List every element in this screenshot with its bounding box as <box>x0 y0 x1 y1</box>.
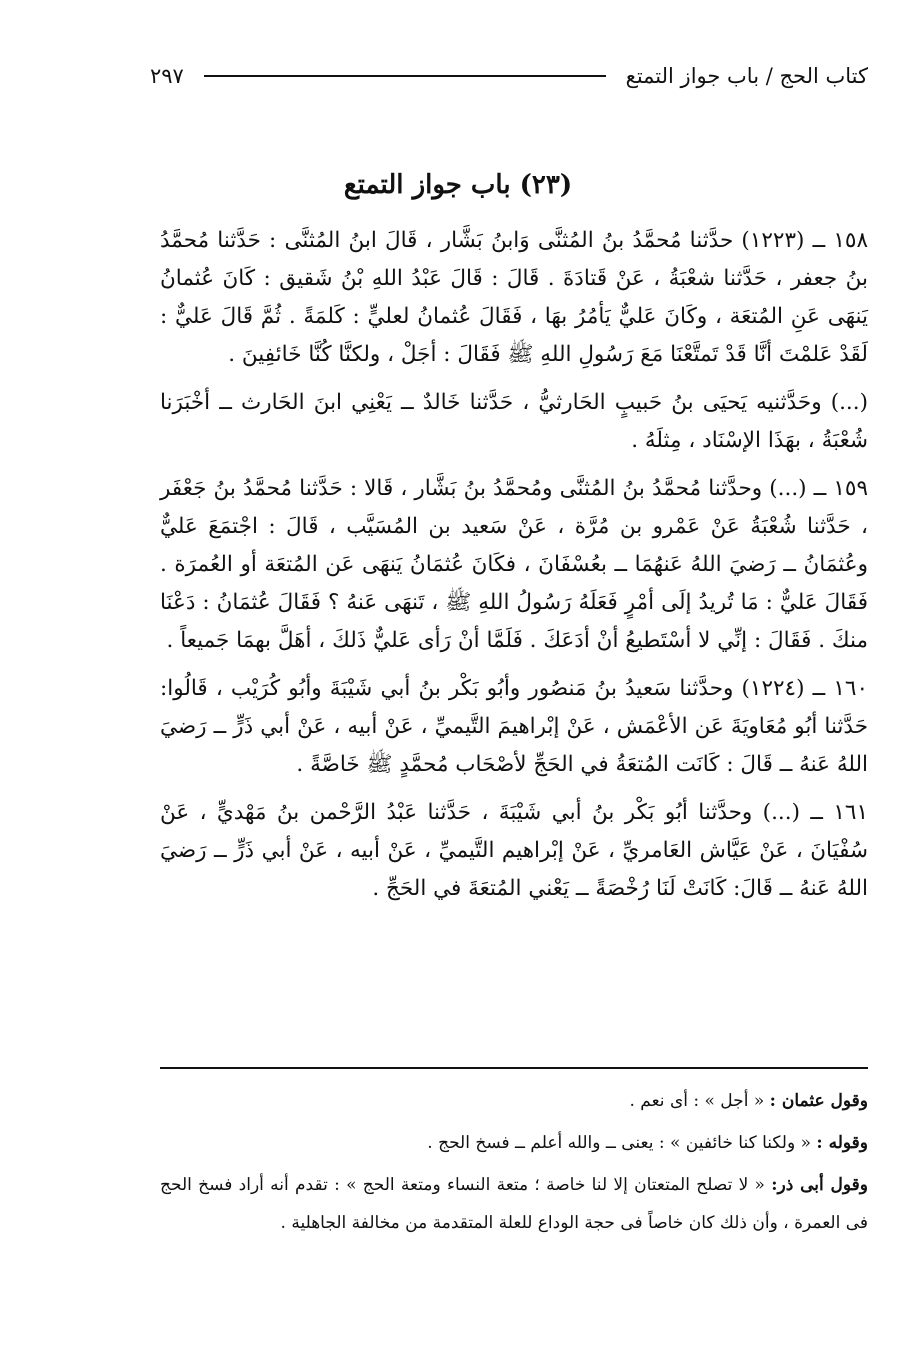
footnote <box>160 1124 868 1162</box>
main-text <box>160 222 868 918</box>
footnote-lead: وقوله : <box>816 1133 868 1153</box>
hadith-161: ١٦١ ــ (...) وحدَّثنا أبُو بَكْر بنُ أبي شَيْبَةَ ، حَدَّثنا عَبْدُ الرَّحْمن بنُ مَهْديٍّ ، عَنْ سُفْيَانَ ، عَنْ عَيَّاش العَامريِّ ، عَنْ إبْراهيم التَّيميِّ ، عَنْ أبيه ، عَنْ أبي ذَرٍّ ــ رَضيَ اللهُ عَنهُ ــ قَالَ: كَانَتْ لَنَا رُخْصَةً ــ يَعْني المُتعَةَ في الحَجِّ . <box>160 800 868 901</box>
running-head-rule <box>204 75 606 77</box>
footnote <box>160 1166 868 1242</box>
hadith-158: ١٥٨ ــ (١٢٢٣) حدَّثنا مُحمَّدُ بنُ المُثنَّى وَابنُ بَشَّار ، قَالَ ابنُ المُثنَّى : حَدَّثنا مُحمَّدُ بنُ جعفر ، حَدَّثنا شعْبَةُ ، عَنْ قَتادَةَ . قَالَ : قَالَ عَبْدُ اللهِ بْنُ شَقيق : كَانَ عُثمانُ يَنهَى عَنِ المُتعَة ، وكَانَ عَليٌّ يَأمُرُ بهَا ، فَقَالَ عُثمانُ لعليٍّ : كَلمَةً . ثُمَّ قَالَ عَليٌّ : لَقَدْ عَلمْتَ أنَّا قَدْ تَمتَّعْنَا مَعَ رَسُولِ اللهِ ﷺ فَقَالَ : أجَلْ ، ولكنَّا كُنَّا خَائفِينَ . <box>160 228 868 367</box>
footnote-lead: وقول عثمان : <box>769 1091 868 1111</box>
hadith-160: ١٦٠ ــ (١٢٢٤) وحدَّثنا سَعيدُ بنُ مَنصُور وأبُو بَكْر بنُ أبي شَيْبَةَ وأبُو كُرَيْب ، قَالُوا: حَدَّثنا أبُو مُعَاويَةَ عَن الأعْمَش ، عَنْ إبْراهيمَ التَّيميِّ ، عَنْ أبيه ، عَنْ أبي ذَرٍّ ــ رَضيَ اللهُ عَنهُ ــ قَالَ : كَانَت المُتعَةُ في الحَجِّ لأصْحَاب مُحمَّدٍ ﷺ خَاصَّةً . <box>160 676 868 777</box>
page-number: ٢٩٧ <box>150 64 184 88</box>
running-head <box>150 58 868 94</box>
footnote-divider <box>160 1067 868 1069</box>
chapter-title: (٢٣) باب جواز التمتع <box>343 170 573 200</box>
footnote-lead: وقول أبى ذر: <box>771 1175 868 1195</box>
hadith-158-variant: (...) وحَدَّثنيه يَحيَى بنُ حَبيبٍ الحَارثيُّ ، حَدَّثنا خَالدٌ ــ يَعْنِي ابنَ الحَارث ــ أخْبَرَنا شُعْبَةُ ، بهَذَا الإسْنَاد ، مِثلَهُ . <box>160 390 868 453</box>
footnote-text: « لا تصلح المتعتان إلا لنا خاصة ؛ متعة النساء ومتعة الحج » : تقدم أنه أراد فسخ الحج فى العمرة ، وأن ذلك كان خاصاً فى حجة الوداع للعلة المتقدمة من مخالفة الجاهلية . <box>160 1175 868 1233</box>
footnote-text: « أجل » : أى نعم . <box>629 1091 770 1111</box>
hadith-159: ١٥٩ ــ (...) وحدَّثنا مُحمَّدُ بنُ المُثنَّى ومُحمَّدُ بنُ بَشَّار ، قَالا : حَدَّثنا مُحمَّدُ بنُ جَعْفَر ، حَدَّثنا شُعْبَةُ عَنْ عَمْرو بن مُرَّة ، عَنْ سَعيد بن المُسَيَّب ، قَالَ : اجْتمَعَ عَليٌّ وعُثمَانُ ــ رَضيَ اللهُ عَنهُمَا ــ بعُسْفَانَ ، فكَانَ عُثمَانُ يَنهَى عَن المُتعَة أو العُمرَة . فَقَالَ عَليٌّ : مَا تُريدُ إلَى أمْرٍ فَعَلَهُ رَسُولُ اللهِ ﷺ ، تَنهَى عَنهُ ؟ فَقَالَ عُثمَانُ : دَعْنَا منكَ . فَقَالَ : إنِّي لا أسْتَطيعُ أنْ أدَعَكَ . فَلَمَّا أنْ رَأى عَليٌّ ذَلكَ ، أهَلَّ بهمَا جَميعاً . <box>160 476 868 653</box>
running-head-title: كتاب الحج / باب جواز التمتع <box>625 64 868 88</box>
footnote <box>160 1082 868 1120</box>
footnotes <box>160 1082 868 1246</box>
footnote-text: « ولكنا كنا خائفين » : يعنى ــ والله أعلم ــ فسخ الحج . <box>427 1133 817 1153</box>
